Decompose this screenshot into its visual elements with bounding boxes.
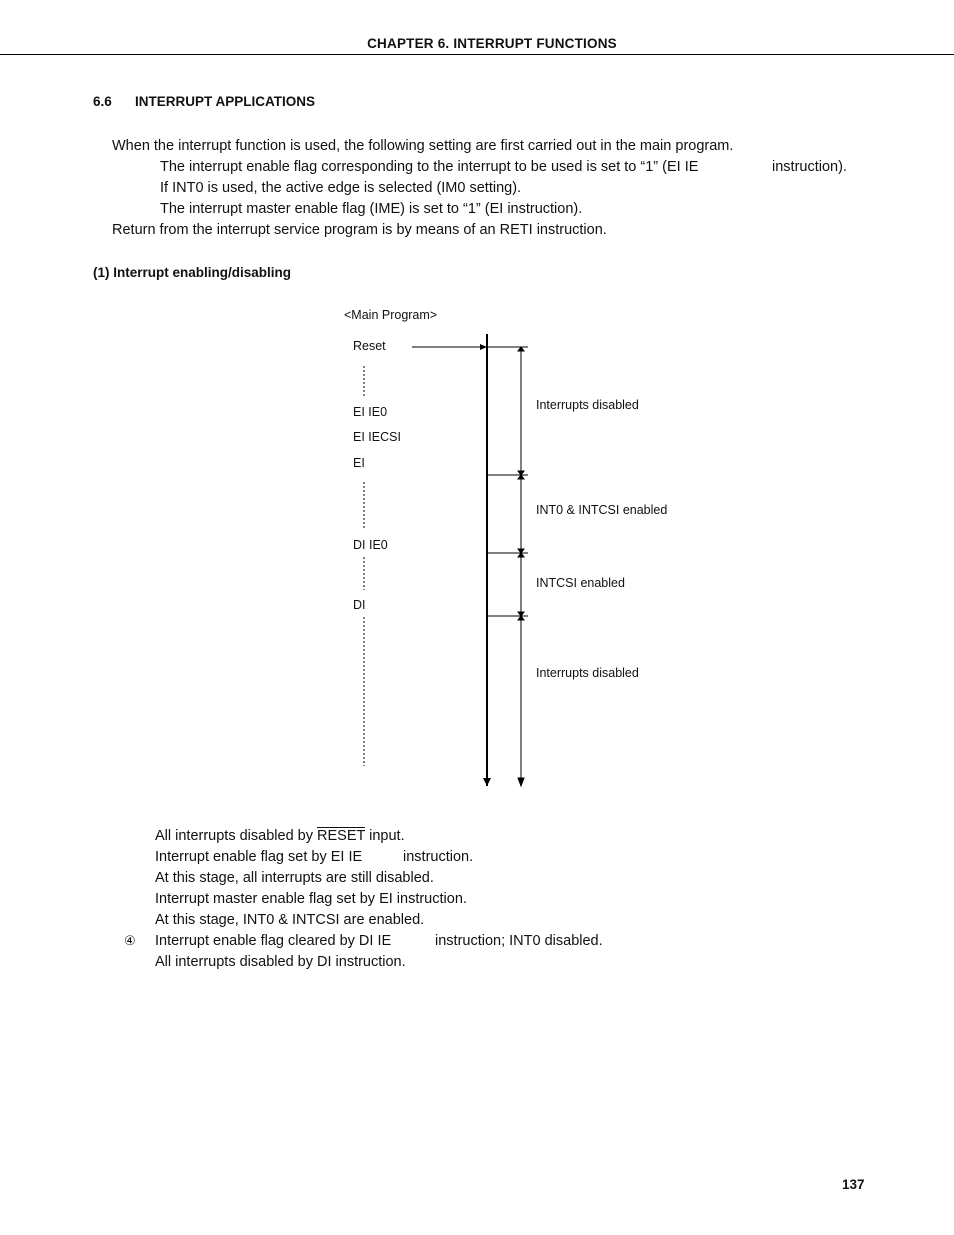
section-title: INTERRUPT APPLICATIONS bbox=[135, 94, 316, 109]
intro-line-2b: instruction). bbox=[772, 159, 847, 175]
state-span-1-top-arrow bbox=[518, 347, 524, 351]
state-span-3-top-arrow bbox=[518, 553, 524, 557]
step-ei: EI bbox=[353, 456, 365, 470]
note-3: At this stage, all interrupts are still disabled. bbox=[155, 870, 434, 886]
state-span-4-bottom-arrow bbox=[518, 778, 524, 786]
intro-line-4: The interrupt master enable flag (IME) is set to “1” (EI instruction). bbox=[160, 201, 583, 217]
step-ei-iecsi: EI IECSI bbox=[353, 430, 401, 444]
step-di: DI bbox=[353, 598, 366, 612]
state-label-4: Interrupts disabled bbox=[536, 666, 639, 680]
chapter-header: CHAPTER 6. INTERRUPT FUNCTIONS bbox=[367, 36, 617, 51]
note-1 bbox=[155, 828, 405, 844]
note-1-text-c: input. bbox=[365, 828, 405, 844]
diagram-caption: <Main Program> bbox=[344, 308, 438, 322]
page-number: 137 bbox=[842, 1177, 865, 1192]
note-5: At this stage, INT0 & INTCSI are enabled. bbox=[155, 912, 425, 928]
state-label-2: INT0 & INTCSI enabled bbox=[536, 503, 668, 517]
section-number: 6.6 bbox=[93, 94, 112, 109]
note-7: All interrupts disabled by DI instruction. bbox=[155, 954, 406, 970]
state-span-2-top-arrow bbox=[518, 475, 524, 479]
note-1-text-a: All interrupts disabled by bbox=[155, 828, 317, 844]
time-axis-arrowhead bbox=[483, 778, 491, 786]
intro-line-1: When the interrupt function is used, the following setting are first carried out in the main program. bbox=[112, 138, 734, 154]
intro-line-5: Return from the interrupt service program is by means of an RETI instruction. bbox=[112, 222, 607, 238]
state-span-4-top-arrow bbox=[518, 616, 524, 620]
state-label-1: Interrupts disabled bbox=[536, 398, 639, 412]
note-6b: instruction; INT0 disabled. bbox=[435, 933, 603, 949]
note-2a: Interrupt enable flag set by EI IE bbox=[155, 849, 363, 865]
reset-signal-overlined: RESET bbox=[317, 828, 366, 844]
intro-line-3: If INT0 is used, the active edge is selected (IM0 setting). bbox=[160, 180, 522, 196]
step-ei-ie0: EI IE0 bbox=[353, 405, 388, 419]
note-6-marker: ④ bbox=[124, 933, 136, 948]
note-2b: instruction. bbox=[403, 849, 474, 865]
state-label-3: INTCSI enabled bbox=[536, 576, 625, 590]
step-reset: Reset bbox=[353, 339, 386, 353]
subsection-title: (1) Interrupt enabling/disabling bbox=[93, 265, 292, 280]
step-di-ie0: DI IE0 bbox=[353, 538, 388, 552]
note-4: Interrupt master enable flag set by EI instruction. bbox=[155, 891, 467, 907]
note-6a: Interrupt enable flag cleared by DI IE bbox=[155, 933, 392, 949]
intro-line-2a: The interrupt enable flag corresponding to the interrupt to be used is set to “1” (EI IE bbox=[160, 159, 699, 175]
